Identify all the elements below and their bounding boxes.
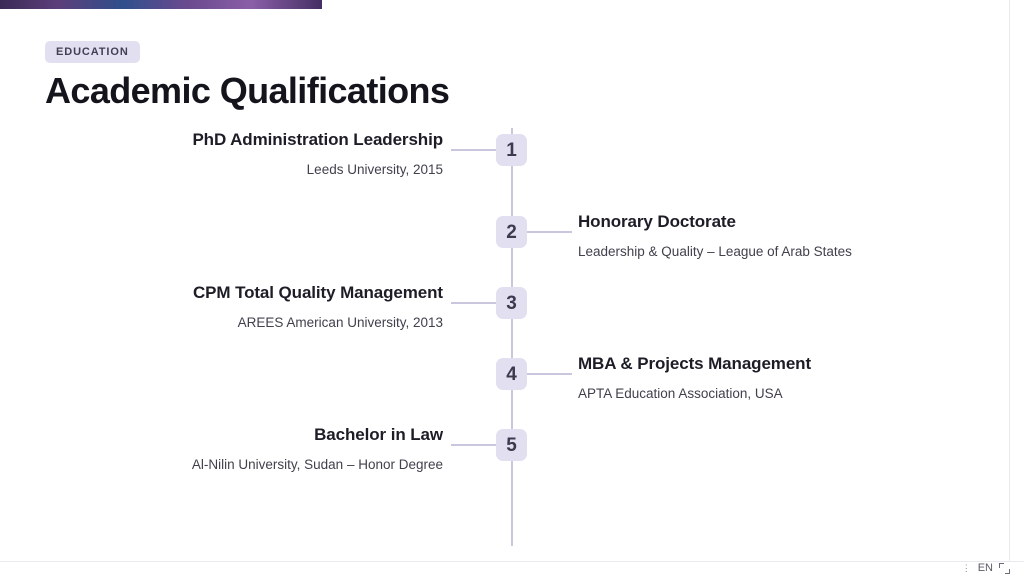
timeline-item bbox=[0, 271, 1010, 345]
decorative-top-strip bbox=[0, 0, 322, 9]
timeline-item-subtitle: Al-Nilin University, Sudan – Honor Degree bbox=[191, 457, 443, 473]
timeline-connector-line bbox=[451, 149, 496, 151]
drag-handle-icon[interactable]: ⋮ bbox=[961, 562, 972, 573]
timeline-item bbox=[0, 413, 1010, 487]
timeline-item-subtitle: AREES American University, 2013 bbox=[237, 315, 443, 331]
timeline-item bbox=[0, 342, 1010, 416]
slide-bottom-margin bbox=[0, 561, 1024, 576]
timeline-connector-line bbox=[527, 373, 572, 375]
timeline-marker: 4 bbox=[496, 358, 527, 390]
timeline-label-block bbox=[43, 130, 443, 179]
timeline-item-subtitle: Leeds University, 2015 bbox=[306, 162, 443, 178]
timeline-label-block bbox=[43, 425, 443, 474]
timeline-label-block bbox=[578, 212, 998, 261]
timeline-item bbox=[0, 118, 1010, 192]
timeline-item bbox=[0, 200, 1010, 274]
timeline-label-block bbox=[578, 354, 998, 403]
timeline-marker: 3 bbox=[496, 287, 527, 319]
status-bar bbox=[962, 562, 1010, 574]
timeline bbox=[0, 118, 1010, 548]
expand-icon[interactable] bbox=[999, 563, 1010, 574]
timeline-connector-line bbox=[451, 444, 496, 446]
timeline-connector-line bbox=[451, 302, 496, 304]
page-title: Academic Qualifications bbox=[45, 70, 450, 111]
section-eyebrow-badge: EDUCATION bbox=[45, 41, 140, 63]
timeline-item-title: Bachelor in Law bbox=[314, 425, 443, 444]
language-indicator[interactable]: EN bbox=[977, 562, 993, 574]
timeline-marker: 5 bbox=[496, 429, 527, 461]
timeline-item-title: MBA & Projects Management bbox=[578, 354, 812, 373]
slide-right-margin bbox=[1009, 0, 1024, 576]
timeline-label-block bbox=[43, 283, 443, 332]
timeline-item-title: PhD Administration Leadership bbox=[192, 130, 443, 149]
timeline-item-title: CPM Total Quality Management bbox=[192, 283, 443, 302]
timeline-marker: 2 bbox=[496, 216, 527, 248]
timeline-marker: 1 bbox=[496, 134, 527, 166]
timeline-item-subtitle: Leadership & Quality – League of Arab States bbox=[578, 244, 852, 260]
timeline-item-subtitle: APTA Education Association, USA bbox=[578, 386, 783, 402]
timeline-item-title: Honorary Doctorate bbox=[578, 212, 736, 231]
timeline-connector-line bbox=[527, 231, 572, 233]
